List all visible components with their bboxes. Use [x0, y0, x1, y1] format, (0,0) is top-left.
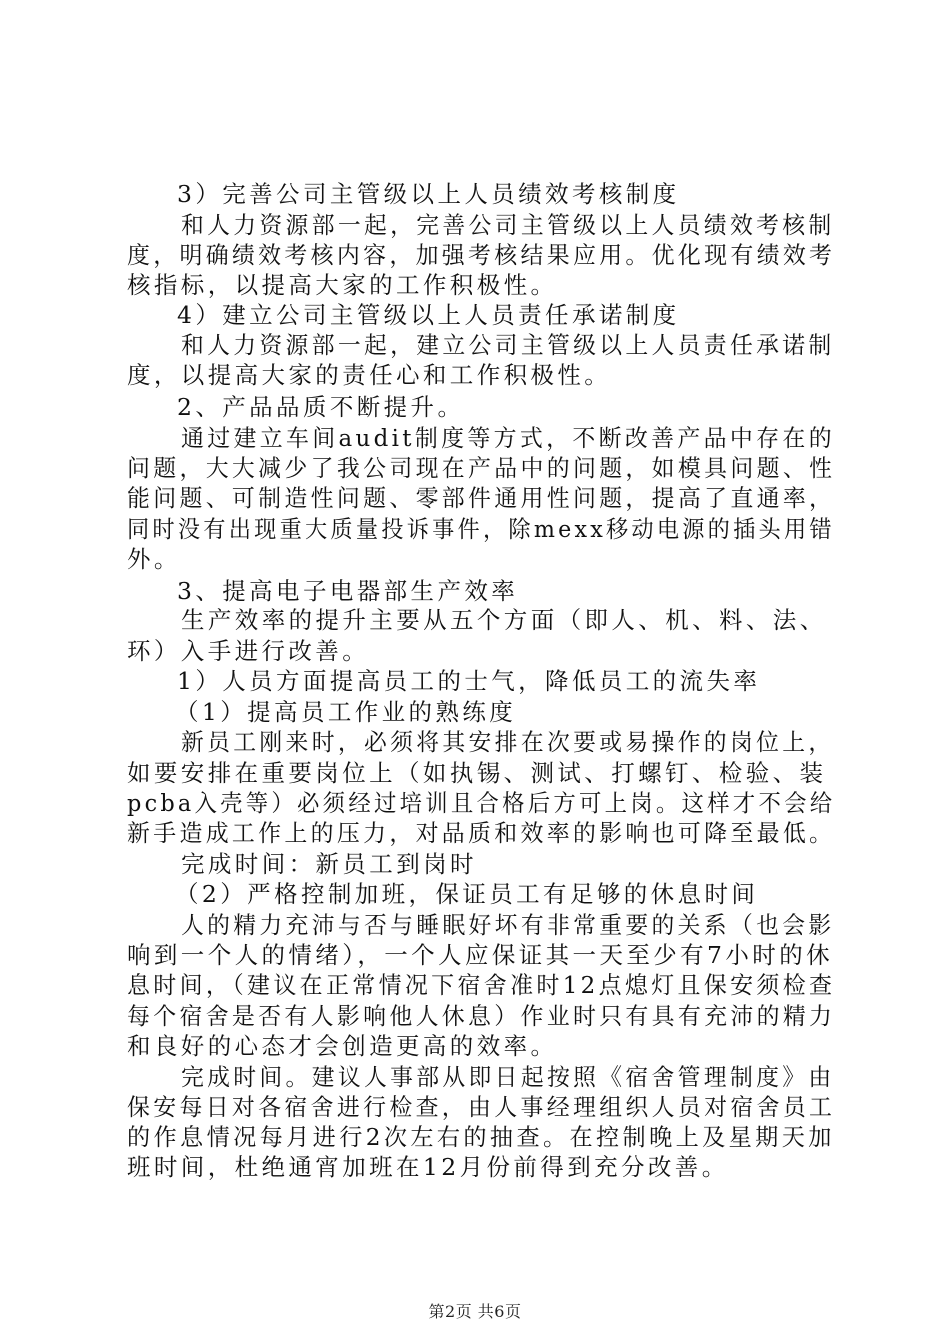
text-line: 如要安排在重要岗位上（如执锡、测试、打螺钉、检验、装 [127, 759, 827, 787]
text-line: 通过建立车间audit制度等方式，不断改善产品中存在的 [181, 424, 835, 452]
text-line: 完成时间：新员工到岗时 [181, 850, 477, 878]
text-line: 响到一个人的情绪），一个人应保证其一天至少有7小时的休 [127, 941, 834, 969]
text-line: 度，以提高大家的责任心和工作积极性。 [127, 361, 612, 389]
text-line: 和人力资源部一起，建立公司主管级以上人员责任承诺制 [181, 331, 835, 359]
text-line: （2）严格控制加班，保证员工有足够的休息时间 [175, 880, 759, 908]
text-line: 环）入手进行改善。 [127, 637, 370, 665]
text-line: 1）人员方面提高员工的士气，降低员工的流失率 [177, 667, 761, 695]
text-line: 3、提高电子电器部生产效率 [177, 577, 519, 605]
text-line: 人的精力充沛与否与睡眠好坏有非常重要的关系（也会影 [181, 911, 835, 939]
text-line: 3）完善公司主管级以上人员绩效考核制度 [177, 180, 680, 208]
text-line: 新员工刚来时，必须将其安排在次要或易操作的岗位上， [181, 728, 835, 756]
text-line: pcba入壳等）必须经过培训且合格后方可上岗。这样才不会给 [127, 789, 836, 817]
text-line: 同时没有出现重大质量投诉事件，除mexx移动电源的插头用错 [127, 515, 835, 543]
page-footer: 第2页 共6页 [428, 1302, 522, 1321]
text-line: 2、产品品质不断提升。 [177, 393, 465, 421]
text-line: 外。 [127, 545, 181, 573]
text-line: 度，明确绩效考核内容，加强考核结果应用。优化现有绩效考 [127, 241, 836, 269]
text-line: 新手造成工作上的压力，对品质和效率的影响也可降至最低。 [127, 819, 836, 847]
text-line: 能问题、可制造性问题、零部件通用性问题，提高了直通率， [127, 484, 836, 512]
text-line: 和人力资源部一起，完善公司主管级以上人员绩效考核制 [181, 211, 835, 239]
text-line: 完成时间。建议人事部从即日起按照《宿舍管理制度》由 [181, 1063, 835, 1091]
text-line: 的作息情况每月进行2次左右的抽查。在控制晚上及星期天加 [127, 1123, 835, 1151]
text-line: 保安每日对各宿舍进行检查，由人事经理组织人员对宿舍员工 [127, 1093, 836, 1121]
text-line: 4）建立公司主管级以上人员责任承诺制度 [177, 301, 680, 329]
text-line: 息时间，（建议在正常情况下宿舍准时12点熄灯且保安须检查 [127, 971, 836, 999]
text-line: 班时间，杜绝通宵加班在12月份前得到充分改善。 [127, 1153, 729, 1181]
text-line: 生产效率的提升主要从五个方面（即人、机、料、法、 [181, 606, 827, 634]
text-line: 问题，大大减少了我公司现在产品中的问题，如模具问题、性 [127, 454, 836, 482]
text-line: 核指标，以提高大家的工作积极性。 [127, 271, 558, 299]
text-line: 每个宿舍是否有人影响他人休息）作业时只有具有充沛的精力 [127, 1002, 836, 1030]
text-line: 和良好的心态才会创造更高的效率。 [127, 1032, 558, 1060]
text-line: （1）提高员工作业的熟练度 [175, 698, 517, 726]
